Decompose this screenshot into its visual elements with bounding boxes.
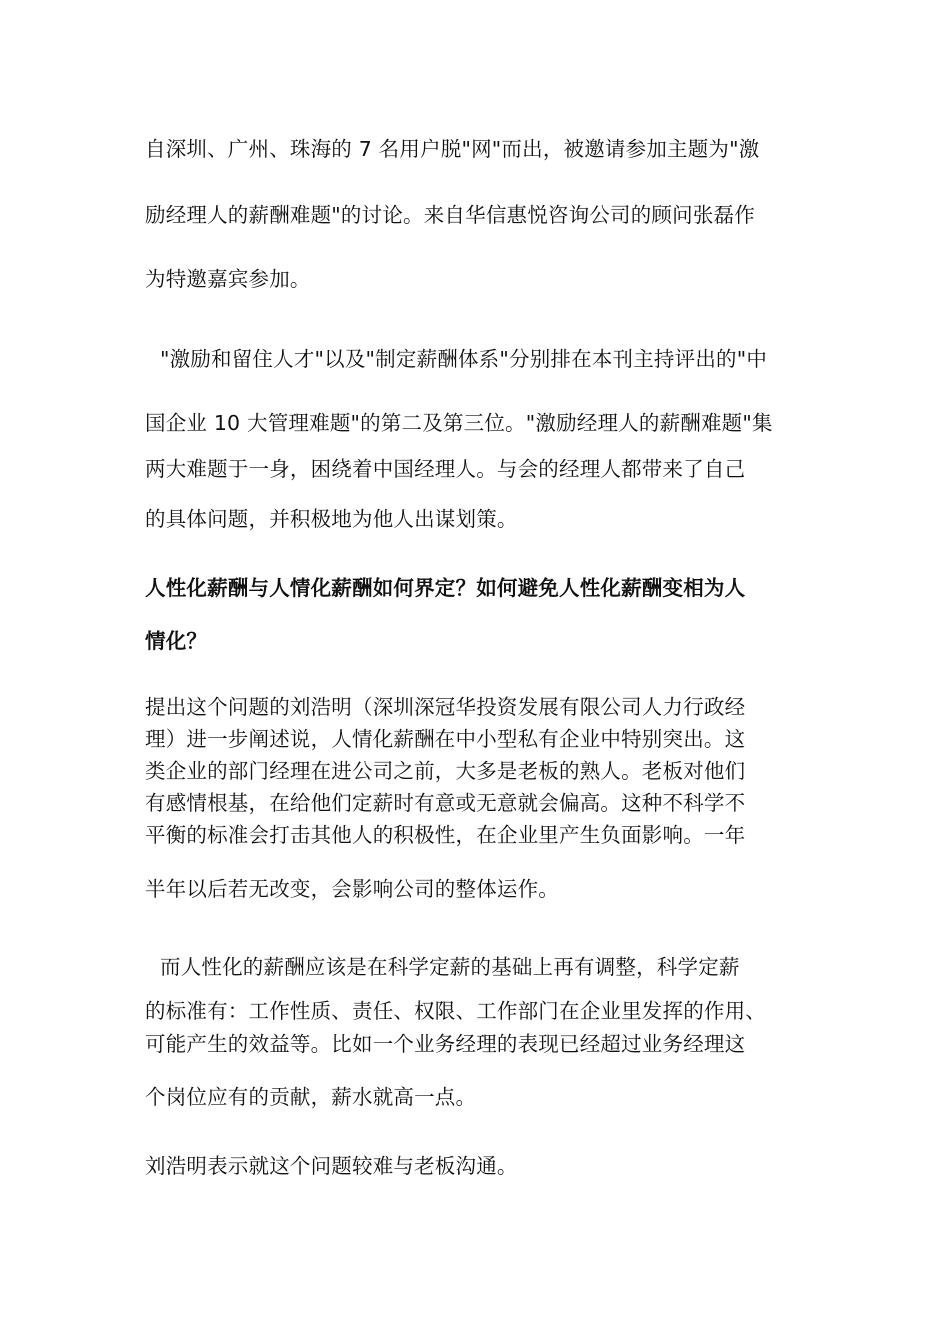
paragraph-line: 半年以后若无改变，会影响公司的整体运作。 — [145, 877, 559, 901]
paragraph-line: 的具体问题，并积极地为他人出谋划策。 — [145, 507, 518, 531]
paragraph-line: "激励和留住人才"以及"制定薪酬体系"分别排在本刊主持评出的"中 — [160, 347, 768, 371]
paragraph-line: 两大难题于一身，困绕着中国经理人。与会的经理人都带来了自己 — [145, 457, 746, 481]
paragraph-line: 类企业的部门经理在进公司之前，大多是老板的熟人。老板对他们 — [145, 759, 746, 783]
paragraph-line: 刘浩明表示就这个问题较难与老板沟通。 — [145, 1154, 518, 1178]
paragraph-line: 励经理人的薪酬难题"的讨论。来自华信惠悦咨询公司的顾问张磊作 — [145, 203, 755, 227]
paragraph-line: 为特邀嘉宾参加。 — [145, 267, 311, 291]
paragraph-line: 有感情根基，在给他们定薪时有意或无意就会偏高。这种不科学不 — [145, 791, 746, 815]
paragraph-line: 可能产生的效益等。比如一个业务经理的表现已经超过业务经理这 — [145, 1032, 746, 1056]
paragraph-line: 理）进一步阐述说，人情化薪酬在中小型私有企业中特别突出。这 — [145, 727, 746, 751]
paragraph-line: 提出这个问题的刘浩明（深圳深冠华投资发展有限公司人力行政经 — [145, 695, 746, 719]
section-heading: 情化？ — [145, 629, 208, 653]
paragraph-line: 个岗位应有的贡献，薪水就高一点。 — [145, 1085, 477, 1109]
section-heading: 人性化薪酬与人情化薪酬如何界定？如何避免人性化薪酬变相为人 — [145, 576, 746, 600]
paragraph-line: 平衡的标准会打击其他人的积极性，在企业里产生负面影响。一年 — [145, 823, 746, 847]
paragraph-line: 的标准有：工作性质、责任、权限、工作部门在企业里发挥的作用、 — [145, 999, 766, 1023]
paragraph-line: 而人性化的薪酬应该是在科学定薪的基础上再有调整，科学定薪 — [160, 955, 740, 979]
paragraph-line: 自深圳、广州、珠海的 7 名用户脱"网"而出，被邀请参加主题为"激 — [145, 137, 760, 161]
paragraph-line: 国企业 10 大管理难题"的第二及第三位。"激励经理人的薪酬难题"集 — [145, 411, 773, 435]
